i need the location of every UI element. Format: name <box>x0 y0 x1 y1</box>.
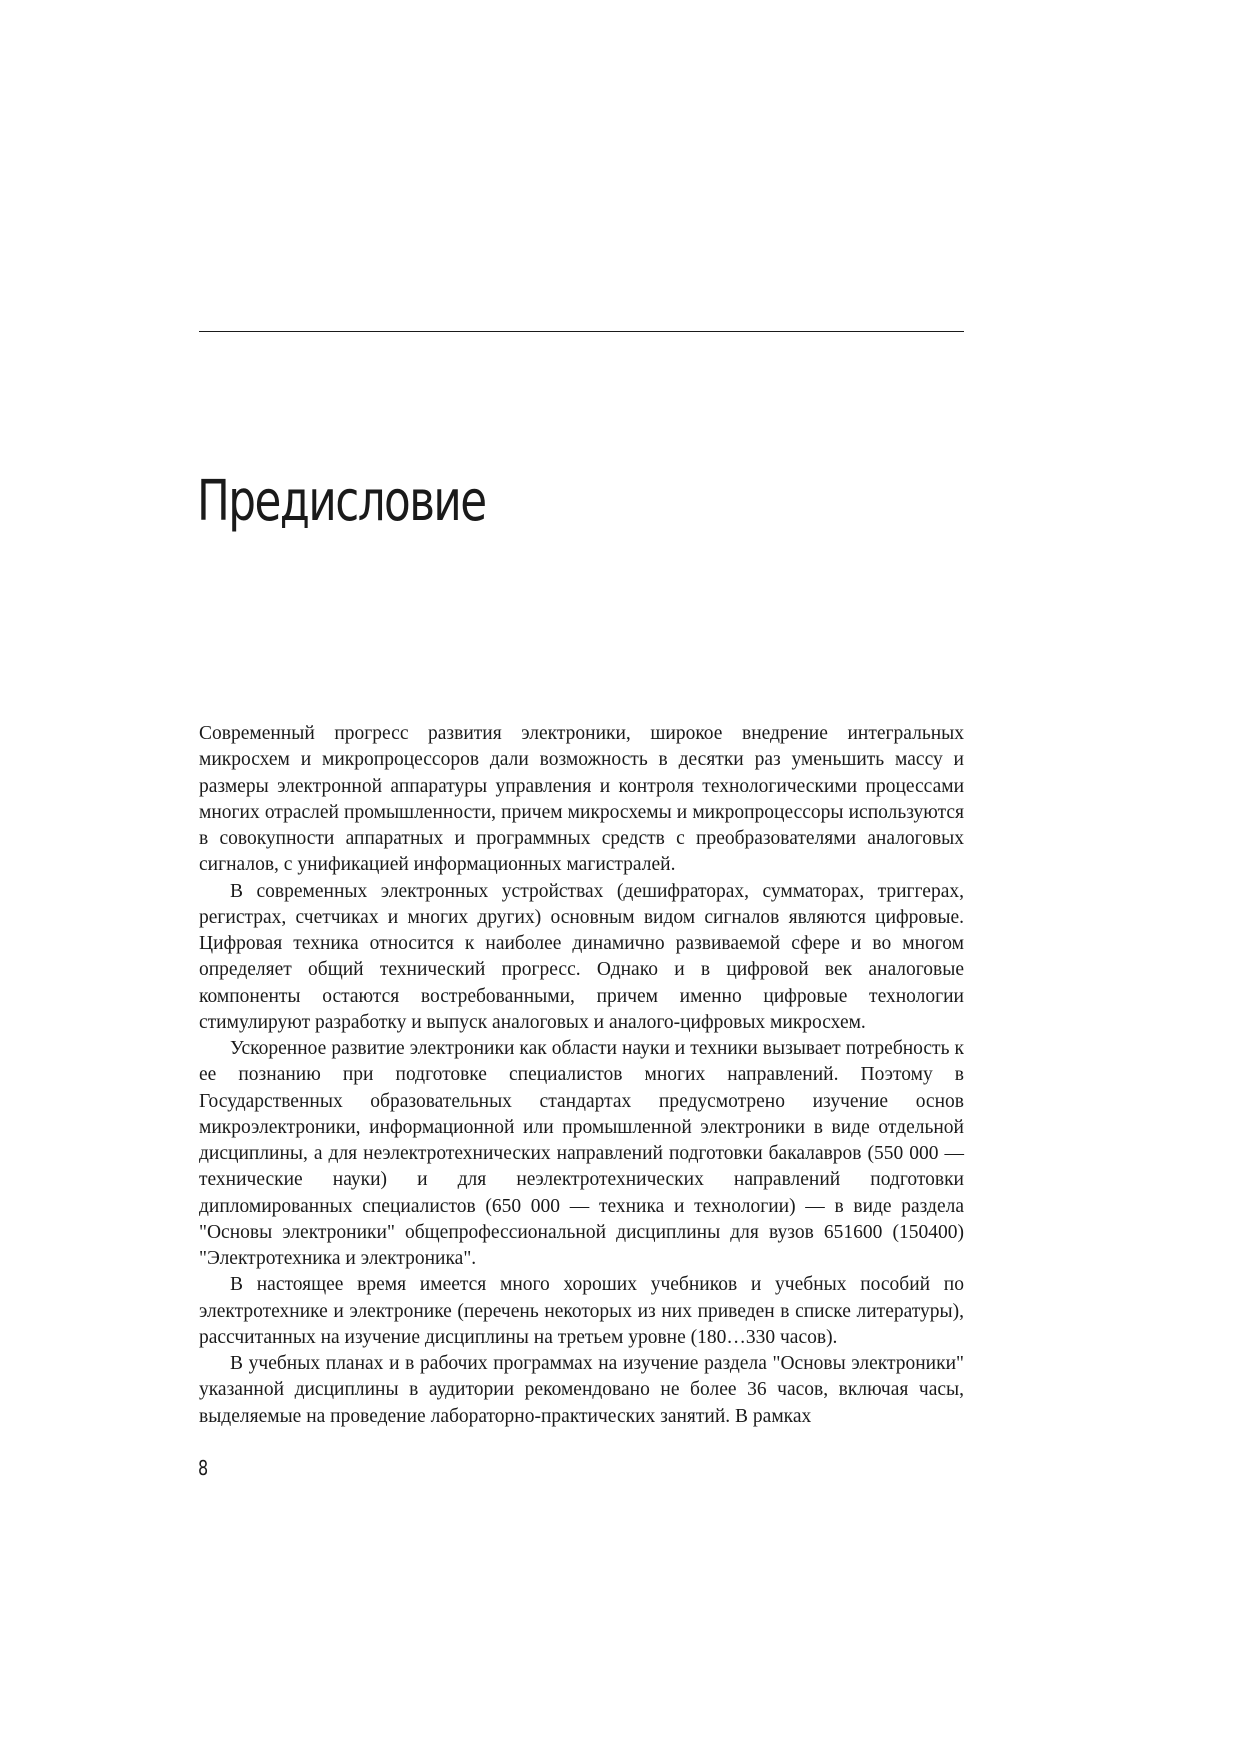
paragraph-2: В современных электронных устройствах (дешифраторах, сумматорах, триггерах, регистрах, счетчиках и многих других) основным видом сигналов являются цифровые. Цифровая техника относится к наиболее динамично развиваемой сфере и во многом определяет общий технический прогресс. Однако и в цифровой век аналоговые компоненты остаются востребованными, причем именно цифровые технологии стимулируют разработку и выпуск аналоговых и аналого-цифровых микросхем. <box>199 880 964 1033</box>
page-number: 8 <box>198 1456 209 1480</box>
paragraph-3: Ускоренное развитие электроники как области науки и техники вызывает потребность к ее познанию при подготовке специалистов многих направлений. Поэтому в Государственных образовательных стандартах предусмотрено изучение основ микроэлектроники, информационной или промышленной электроники в виде отдельной дисциплины, а для неэлектротехнических направлений подготовки бакалавров (550 000 — технические науки) и для неэлектротехнических направлений подготовки дипломированных специалистов (650 000 — техника и технологии) — в виде раздела "Основы электроники" общепрофессиональной дисциплины для вузов 651600 (150400) "Электротехника и электроника". <box>199 1038 964 1269</box>
paragraph-5: В учебных планах и в рабочих программах на изучение раздела "Основы электроники" указанной дисциплины в аудитории рекомендовано не более 36 часов, включая часы, выделяемые на проведение лабораторно-практических занятий. В рамках <box>199 1353 964 1427</box>
paragraph-1: Современный прогресс развития электроники, широкое внедрение интегральных микросхем и микропроцессоров дали возможность в десятки раз уменьшить массу и размеры электронной аппаратуры управления и контроля технологическими процессами многих отраслей промышленности, причем микросхемы и микропроцессоры используются в совокупности аппаратных и программных средств с преобразователями аналоговых сигналов, с унификацией информационных магистралей. <box>199 723 964 876</box>
paragraph-4: В настоящее время имеется много хороших учебников и учебных пособий по электротехнике и электронике (перечень некоторых из них приведен в списке литературы), рассчитанных на изучение дисциплины на третьем уровне (180…330 часов). <box>199 1274 964 1348</box>
body-text <box>199 721 964 1430</box>
chapter-title: Предисловие <box>197 469 486 534</box>
header-rule <box>199 331 964 332</box>
